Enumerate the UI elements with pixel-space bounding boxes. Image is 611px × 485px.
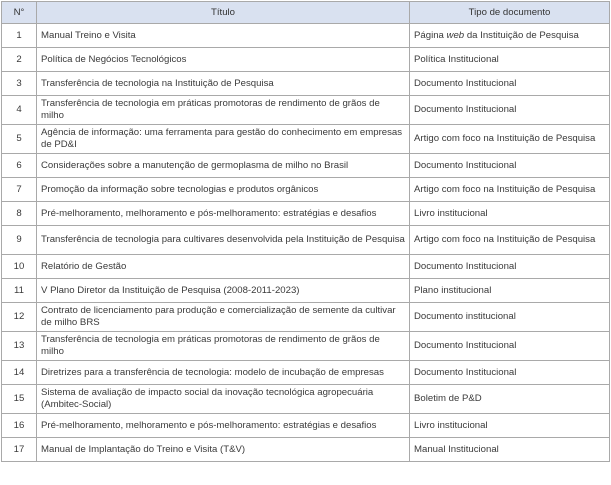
row-document-type: Documento Institucional xyxy=(410,96,610,125)
row-number: 9 xyxy=(2,226,37,255)
row-document-type: Plano institucional xyxy=(410,279,610,303)
row-title: Sistema de avaliação de impacto social da inovação tecnológica agropecuária (Ambitec-Social) xyxy=(37,385,410,414)
row-document-type: Livro institucional xyxy=(410,202,610,226)
row-number: 4 xyxy=(2,96,37,125)
table-row xyxy=(2,125,610,154)
row-title: Diretrizes para a transferência de tecnologia: modelo de incubação de empresas xyxy=(37,361,410,385)
row-document-type: Documento Institucional xyxy=(410,72,610,96)
row-title: Política de Negócios Tecnológicos xyxy=(37,48,410,72)
table-row xyxy=(2,414,610,438)
row-document-type-pre: Página xyxy=(414,29,447,41)
row-number: 12 xyxy=(2,303,37,332)
row-title: Manual de Implantação do Treino e Visita (T&V) xyxy=(37,438,410,462)
table-row xyxy=(2,438,610,462)
row-number: 15 xyxy=(2,385,37,414)
row-title: Promoção da informação sobre tecnologias e produtos orgânicos xyxy=(37,178,410,202)
table-row xyxy=(2,255,610,279)
table-row xyxy=(2,96,610,125)
row-document-type: Artigo com foco na Instituição de Pesquisa xyxy=(410,178,610,202)
row-number: 2 xyxy=(2,48,37,72)
row-title: Transferência de tecnologia em práticas promotoras de rendimento de grãos de milho xyxy=(37,332,410,361)
row-document-type: Artigo com foco na Instituição de Pesquisa xyxy=(410,226,610,255)
table-row xyxy=(2,361,610,385)
row-number: 8 xyxy=(2,202,37,226)
table-row xyxy=(2,332,610,361)
row-number: 14 xyxy=(2,361,37,385)
row-title: Relatório de Gestão xyxy=(37,255,410,279)
row-title: V Plano Diretor da Instituição de Pesquisa (2008-2011-2023) xyxy=(37,279,410,303)
table-row xyxy=(2,72,610,96)
header-document-type: Tipo de documento xyxy=(410,2,610,24)
row-number: 10 xyxy=(2,255,37,279)
row-document-type: Documento institucional xyxy=(410,303,610,332)
row-number: 3 xyxy=(2,72,37,96)
row-document-type: Documento Institucional xyxy=(410,255,610,279)
row-document-type: Boletim de P&D xyxy=(410,385,610,414)
table-row xyxy=(2,24,610,48)
row-document-type xyxy=(410,24,610,48)
row-number: 7 xyxy=(2,178,37,202)
table-row xyxy=(2,154,610,178)
row-title: Agência de informação: uma ferramenta para gestão do conhecimento em empresas de PD&I xyxy=(37,125,410,154)
row-number: 17 xyxy=(2,438,37,462)
table-row xyxy=(2,202,610,226)
table-row xyxy=(2,279,610,303)
documents-table xyxy=(1,1,610,462)
table-row xyxy=(2,303,610,332)
row-document-type: Documento Institucional xyxy=(410,332,610,361)
row-number: 13 xyxy=(2,332,37,361)
row-title: Considerações sobre a manutenção de germoplasma de milho no Brasil xyxy=(37,154,410,178)
table-header-row xyxy=(2,2,610,24)
row-title: Transferência de tecnologia em práticas promotoras de rendimento de grãos de milho xyxy=(37,96,410,125)
table-row xyxy=(2,385,610,414)
row-document-type: Artigo com foco na Instituição de Pesquisa xyxy=(410,125,610,154)
row-document-type: Política Institucional xyxy=(410,48,610,72)
row-document-type: Documento Institucional xyxy=(410,361,610,385)
row-number: 11 xyxy=(2,279,37,303)
row-title: Transferência de tecnologia na Instituição de Pesquisa xyxy=(37,72,410,96)
row-number: 6 xyxy=(2,154,37,178)
row-number: 1 xyxy=(2,24,37,48)
table-row xyxy=(2,178,610,202)
row-title: Pré-melhoramento, melhoramento e pós-melhoramento: estratégias e desafios xyxy=(37,202,410,226)
table-row xyxy=(2,48,610,72)
row-title: Transferência de tecnologia para cultivares desenvolvida pela Instituição de Pesquisa xyxy=(37,226,410,255)
row-number: 5 xyxy=(2,125,37,154)
row-title: Manual Treino e Visita xyxy=(37,24,410,48)
table-row xyxy=(2,226,610,255)
row-title: Contrato de licenciamento para produção e comercialização de semente da cultivar de milho BRS xyxy=(37,303,410,332)
row-document-type: Manual Institucional xyxy=(410,438,610,462)
row-document-type-post: da Instituição de Pesquisa xyxy=(464,29,579,41)
row-document-type: Documento Institucional xyxy=(410,154,610,178)
header-title: Título xyxy=(37,2,410,24)
row-document-type: Livro institucional xyxy=(410,414,610,438)
row-title: Pré-melhoramento, melhoramento e pós-melhoramento: estratégias e desafios xyxy=(37,414,410,438)
row-number: 16 xyxy=(2,414,37,438)
header-number: N° xyxy=(2,2,37,24)
row-document-type-emphasis: web xyxy=(446,29,465,41)
